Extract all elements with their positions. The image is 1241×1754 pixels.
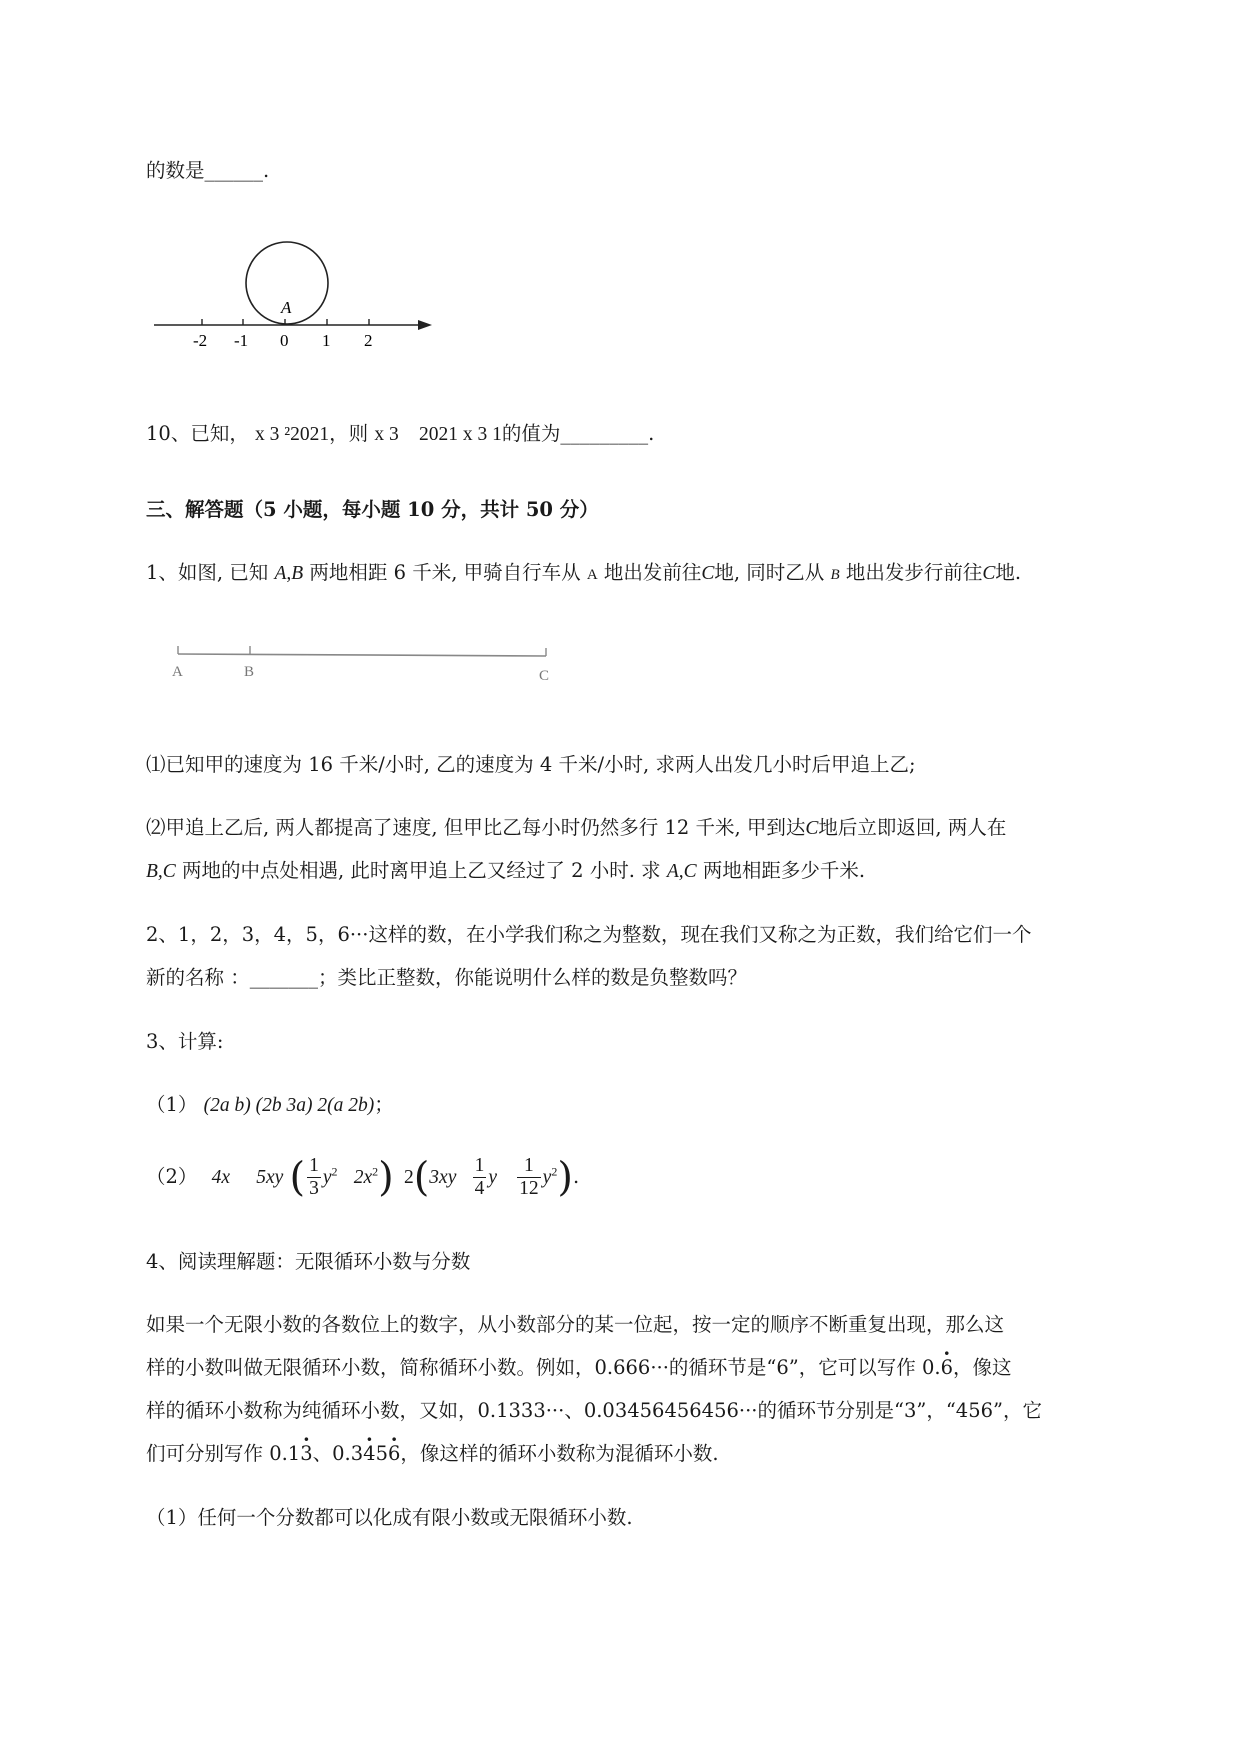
p1-ab: A,B (274, 563, 304, 584)
p1-c2: C (982, 563, 996, 584)
p4-l4-text-2: 、0.3 (312, 1442, 364, 1465)
p1-text-3: 地出发前往 (603, 561, 702, 584)
p3-sub2-end: . (572, 1165, 580, 1188)
q10-answer-blank[interactable]: _________ (560, 422, 649, 445)
q10-suffix: 的值为 (501, 422, 561, 445)
segment-figure (168, 640, 568, 690)
problem-4-line1: 如果一个无限小数的各数位上的数字，从小数部分的某一位起，按一定的顺序不断重复出现，那么这 (146, 1313, 1005, 1336)
problem-1-sub2-line1 (146, 815, 1006, 842)
p1-a: A (586, 567, 598, 583)
problem-4-line4 (146, 1441, 719, 1467)
p3-sub2-paren-open-2: ( (413, 1154, 430, 1201)
problem-4-line2 (146, 1355, 1012, 1381)
p4-l4-text-1: 们可分别写作 0.1 (146, 1442, 301, 1465)
problem-3-title: 3、计算: (146, 1030, 224, 1053)
axis-arrow (418, 320, 432, 330)
problem-1-sub2-line2 (146, 858, 865, 885)
problem-4-title: 4、阅读理解题：无限循环小数与分数 (146, 1250, 471, 1273)
p3-sub2-y2: y (488, 1167, 497, 1188)
tick-label-2: 2 (364, 331, 373, 350)
p3-sub2-paren-close-2: ) (557, 1154, 573, 1201)
number-line-figure (150, 232, 450, 352)
p1-sub2-text-3: 两地的中点处相遇, 此时离甲追上乙又经过了 2 小时. 求 (182, 859, 661, 882)
p1-sub2-text-4: 两地相距多少千米. (702, 859, 866, 882)
p2-text-2: ；类比正整数，你能说明什么样的数是负整数吗？ (317, 966, 747, 989)
tick-label-1: 1 (322, 331, 331, 350)
problem-3-sub2: （2） 4x 5xy ( $\frac{1}{3}$ $y^2$ $2x^2$) 2(3xy $\frac{1}{4}$ y $\frac{1}{12}$ $y^2$). (146, 1154, 580, 1201)
segment-label-b: B (244, 664, 255, 680)
p4-digit-5: 5 (375, 1442, 388, 1465)
p1-sub2-bc: B,C (146, 861, 176, 882)
q9-text: 的数是 (146, 159, 205, 182)
p1-sub2-c: C (805, 818, 819, 839)
p1-sub2-ac: A,C (666, 861, 697, 882)
q9-tail: 的数是______. (146, 159, 270, 182)
p3-sub2-term-5xy: 5xy (256, 1167, 284, 1188)
segment-label-c: C (539, 668, 550, 684)
p1-b: B (830, 567, 840, 583)
p3-sub2-y: y (322, 1167, 332, 1188)
problem-4-line3: 样的循环小数称为纯循环小数，又如，0.1333···、0.03456456456···的循环节分别是“3”，“456”，它 (146, 1399, 1043, 1422)
problem-1-sub1: ⑴已知甲的速度为 16 千米/小时, 乙的速度为 4 千米/小时, 求两人出发几小时后甲追上乙; (146, 753, 916, 776)
frac-denominator: 12 (519, 1178, 539, 1199)
p1-c: C (701, 563, 715, 584)
q10-expression-part1: x 3 (374, 424, 399, 445)
q9-answer-blank[interactable]: ______ (204, 159, 264, 182)
p1-sub2-text-2: 地后立即返回, 两人在 (818, 816, 1007, 839)
section-heading: 三、解答题（5 小题，每小题 10 分，共计 50 分） (146, 498, 599, 521)
tick-label-0: 0 (280, 331, 289, 350)
tick-label-m2: -2 (193, 331, 208, 350)
problem-2-line1: 2、1，2，3，4，5，6···这样的数，在小学我们称之为整数，现在我们又称之为正数，我们给它们一个 (146, 923, 1032, 946)
problem-1-statement (146, 560, 1021, 588)
q10-given-equation: x 3 ²2021 (255, 424, 330, 445)
p3-sub2-3xy: 3xy (429, 1167, 457, 1188)
p1-text-5: 地出发步行前往 (845, 561, 983, 584)
p3-sub2-y3: y (542, 1167, 552, 1188)
p1-text-2: 两地相距 6 千米, 甲骑自行车从 (309, 561, 581, 584)
p3-sub2-coeff-2: 2 (403, 1167, 414, 1188)
problem-3-sub1 (146, 1092, 394, 1119)
p4-l2-text-1: 样的小数叫做无限循环小数，简称循环小数。例如，0.666···的循环节是“6”，它可以写作 0. (146, 1356, 941, 1379)
p1-text-1: 1、如图, 已知 (146, 561, 269, 584)
p3-sub2-paren-close-1: ) (378, 1154, 394, 1201)
p4-l4-text-3: ，像这样的循环小数称为混循环小数. (400, 1442, 719, 1465)
p4-repeating-digit-4: · 4 (363, 1441, 375, 1467)
p2-text-1: 新的名称 ： (146, 966, 250, 989)
p1-text-6: 地. (995, 561, 1022, 584)
segment-line (178, 654, 546, 656)
p3-sub2-2x: 2x (353, 1167, 373, 1188)
frac-numerator: 1 (517, 1155, 541, 1178)
p4-repeating-digit-6: · 6 (941, 1355, 953, 1381)
p3-sub2-term-4x: 4x (211, 1167, 231, 1188)
q10-expression-part2: 2021 x 3 1 (418, 424, 502, 445)
p3-sub1-expression: (2a b) (2b 3a) 2(a 2b) (203, 1095, 375, 1116)
segment-label-a: A (172, 664, 183, 680)
p4-repeating-digit-3: · 3 (300, 1441, 312, 1467)
tick-label-m1: -1 (234, 331, 249, 350)
p3-sub2-frac-1-12 (517, 1155, 541, 1200)
q10-prefix: 10、已知， (146, 422, 249, 445)
point-a-label: A (281, 298, 292, 317)
frac-denominator: 3 (309, 1178, 319, 1199)
problem-2-line2 (146, 965, 747, 991)
p3-sub1-label: （1） (146, 1093, 198, 1116)
p1-text-4: 地, 同时乙从 (714, 561, 825, 584)
p3-sub1-end: ； (374, 1093, 394, 1116)
p3-sub2-frac-1-3 (307, 1155, 321, 1200)
frac-denominator: 4 (474, 1178, 485, 1199)
p3-sub2-label: （2） (146, 1165, 198, 1188)
frac-numerator: 1 (309, 1155, 319, 1176)
p3-sub2-frac-1-4 (473, 1155, 487, 1200)
p2-answer-blank[interactable]: _______ (249, 966, 318, 989)
p4-l2-text-2: ，像这 (953, 1356, 1012, 1379)
problem-4-sub1: （1）任何一个分数都可以化成有限小数或无限循环小数. (146, 1506, 633, 1529)
p3-sub2-paren-open-1: ( (289, 1154, 306, 1201)
p4-repeating-digit-6b: · 6 (388, 1441, 400, 1467)
p1-sub2-text-1: ⑵甲追上乙后, 两人都提高了速度, 但甲比乙每小时仍然多行 12 千米, 甲到达 (146, 816, 806, 839)
q10: 10、已知， x 3 ²2021，则 x 3 2021 x 3 1的值为_________. (146, 422, 655, 445)
q10-then: ，则 (329, 422, 369, 445)
frac-numerator: 1 (474, 1155, 485, 1176)
